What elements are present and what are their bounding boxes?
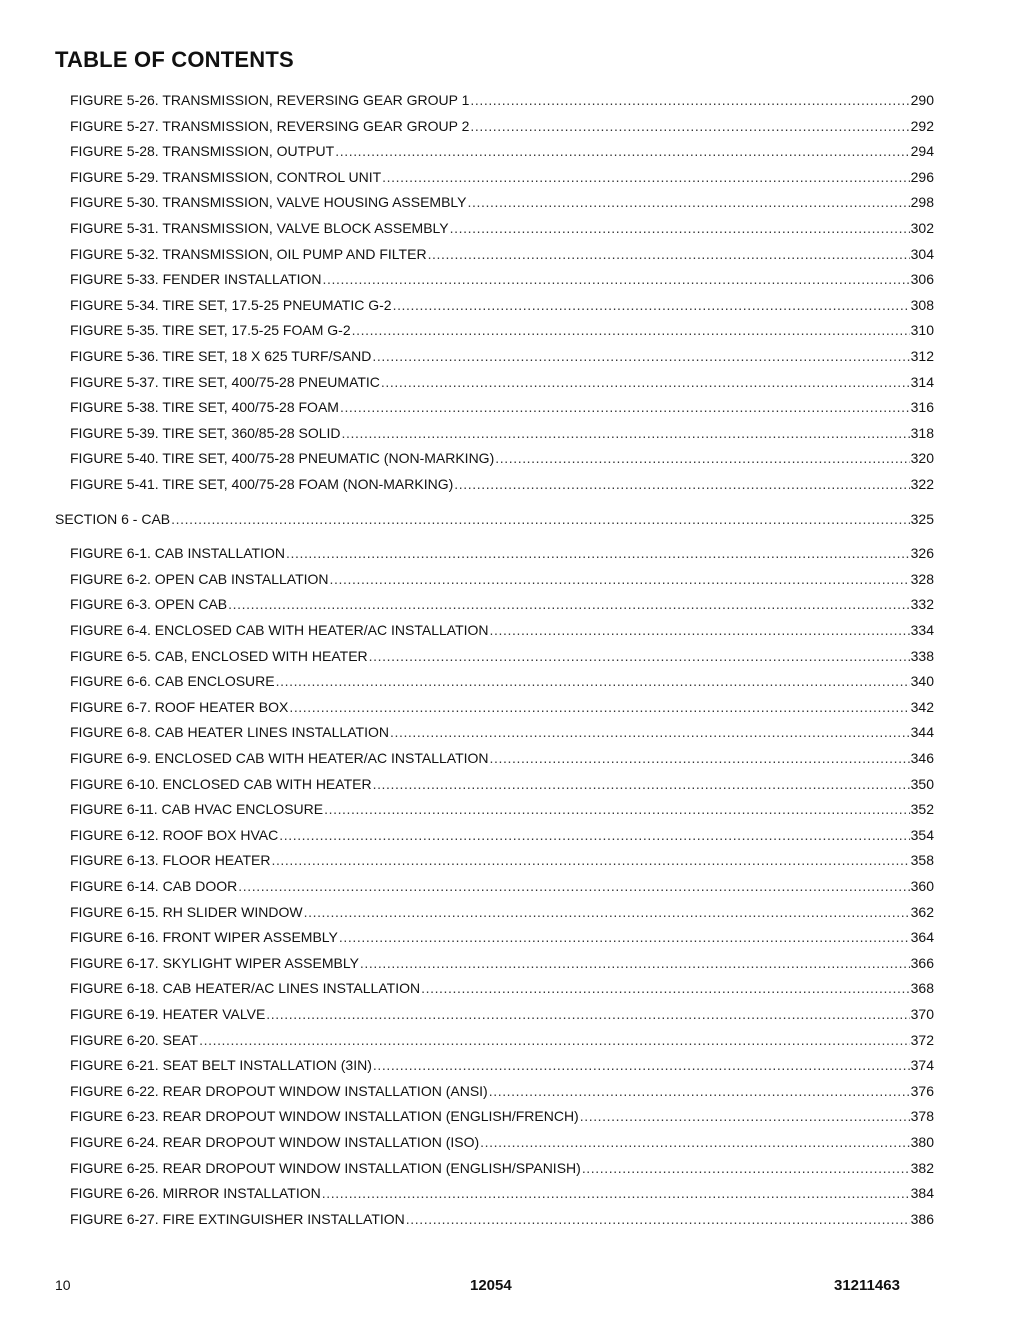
toc-figure-entry[interactable] xyxy=(70,449,934,467)
toc-entry-page: 354 xyxy=(910,826,934,843)
toc-dot-leader xyxy=(480,1133,909,1151)
toc-entry-label: FIGURE 5-33. FENDER INSTALLATION xyxy=(70,271,322,288)
toc-figure-entry[interactable] xyxy=(70,851,934,869)
toc-dot-leader xyxy=(199,1031,910,1049)
toc-dot-leader xyxy=(322,1184,910,1202)
toc-dot-leader xyxy=(495,449,909,467)
page-title: TABLE OF CONTENTS xyxy=(55,47,294,72)
toc-figure-entry[interactable] xyxy=(70,647,934,665)
toc-entry-page: 358 xyxy=(910,852,934,869)
toc-dot-leader xyxy=(271,851,909,869)
toc-figure-entry[interactable] xyxy=(70,903,934,921)
toc-dot-leader xyxy=(335,142,909,160)
toc-dot-leader xyxy=(324,800,910,818)
toc-section-entry[interactable] xyxy=(55,510,934,528)
toc-entry-label: FIGURE 6-10. ENCLOSED CAB WITH HEATER xyxy=(70,775,372,792)
toc-dot-leader xyxy=(373,1056,910,1074)
toc-dot-leader xyxy=(390,723,910,741)
toc-entry-page: 364 xyxy=(910,929,934,946)
toc-figure-entry[interactable] xyxy=(70,1133,934,1151)
toc-entry-label: FIGURE 5-39. TIRE SET, 360/85-28 SOLID xyxy=(70,424,341,441)
toc-entry-label: FIGURE 5-40. TIRE SET, 400/75-28 PNEUMATIC (NON-MARKING) xyxy=(70,450,495,467)
footer-page-number: 10 xyxy=(55,1277,71,1293)
toc-figure-entry[interactable] xyxy=(70,193,934,211)
toc-entry-label: FIGURE 6-11. CAB HVAC ENCLOSURE xyxy=(70,801,324,818)
toc-entry-page: 366 xyxy=(910,954,934,971)
toc-entry-label: FIGURE 6-26. MIRROR INSTALLATION xyxy=(70,1185,321,1202)
toc-figure-entry[interactable] xyxy=(70,117,934,135)
toc-dot-leader xyxy=(279,826,909,844)
toc-entry-label: FIGURE 5-31. TRANSMISSION, VALVE BLOCK ASSEMBLY xyxy=(70,220,449,236)
toc-entry-label: FIGURE 6-7. ROOF HEATER BOX xyxy=(70,698,289,715)
toc-figure-entry[interactable] xyxy=(70,270,934,288)
toc-figure-entry[interactable] xyxy=(70,1210,934,1228)
toc-entry-label: FIGURE 6-5. CAB, ENCLOSED WITH HEATER xyxy=(70,647,368,664)
toc-figure-entry[interactable] xyxy=(70,749,934,767)
toc-entry-label: FIGURE 6-22. REAR DROPOUT WINDOW INSTALLATION (ANSI) xyxy=(70,1082,488,1099)
toc-entry-label: FIGURE 5-28. TRANSMISSION, OUTPUT xyxy=(70,143,335,160)
toc-entry-page: 386 xyxy=(910,1210,934,1227)
toc-entry-page: 325 xyxy=(910,510,934,527)
toc-entry-label: FIGURE 6-12. ROOF BOX HVAC xyxy=(70,826,279,843)
toc-entry-label: FIGURE 6-18. CAB HEATER/AC LINES INSTALLATION xyxy=(70,980,421,997)
footer-doc-number: 31211463 xyxy=(834,1277,900,1294)
toc-figure-entry[interactable] xyxy=(70,475,934,493)
toc-dot-leader xyxy=(580,1107,910,1125)
toc-figure-entry[interactable] xyxy=(70,595,934,613)
toc-figure-entry[interactable] xyxy=(70,621,934,639)
toc-entry-page: 292 xyxy=(910,117,934,134)
footer-center-code: 12054 xyxy=(470,1277,512,1294)
toc-entry-page: 372 xyxy=(910,1031,934,1048)
toc-entry-page: 368 xyxy=(910,980,934,997)
toc-entry-label: FIGURE 5-26. TRANSMISSION, REVERSING GEAR GROUP 1 xyxy=(70,92,470,108)
toc-entry-page: 352 xyxy=(910,801,934,818)
toc-entry-page: 312 xyxy=(910,348,934,364)
toc-entry-page: 306 xyxy=(910,271,934,288)
toc-entry-label: FIGURE 6-8. CAB HEATER LINES INSTALLATION xyxy=(70,724,389,741)
toc-figure-entry[interactable] xyxy=(70,91,934,109)
toc-figure-entry[interactable] xyxy=(70,800,934,818)
toc-entry-page: 344 xyxy=(910,724,934,741)
toc-entry-page: 346 xyxy=(910,750,934,766)
toc-entry-page: 290 xyxy=(910,92,934,108)
toc-figure-entry[interactable] xyxy=(70,347,934,365)
toc-entry-page: 370 xyxy=(910,1006,934,1022)
toc-entry-page: 378 xyxy=(910,1108,934,1125)
toc-entry-label: FIGURE 6-24. REAR DROPOUT WINDOW INSTALLATION (ISO) xyxy=(70,1134,480,1150)
toc-dot-leader xyxy=(342,424,910,442)
toc-dot-leader xyxy=(339,928,910,946)
toc-entry-page: 318 xyxy=(910,424,934,441)
toc-figure-entry[interactable] xyxy=(70,373,934,391)
toc-entry-label: FIGURE 6-1. CAB INSTALLATION xyxy=(70,545,285,562)
toc-entry-page: 382 xyxy=(910,1159,934,1176)
toc-entry-label: SECTION 6 - CAB xyxy=(55,510,171,527)
toc-entry-page: 320 xyxy=(910,450,934,467)
toc-figure-entry[interactable] xyxy=(70,723,934,741)
toc-dot-leader xyxy=(360,954,910,972)
toc-figure-entry[interactable] xyxy=(70,1056,934,1074)
toc-figure-entry[interactable] xyxy=(70,1184,934,1202)
toc-figure-entry[interactable] xyxy=(70,954,934,972)
toc-entry-label: FIGURE 5-30. TRANSMISSION, VALVE HOUSING ASSEMBLY xyxy=(70,194,467,211)
toc-entry-page: 296 xyxy=(910,168,934,185)
toc-figure-entry[interactable] xyxy=(70,1005,934,1023)
toc-dot-leader xyxy=(489,1082,910,1100)
toc-dot-leader xyxy=(393,296,910,314)
toc-dot-leader xyxy=(276,672,910,690)
toc-entry-label: FIGURE 5-41. TIRE SET, 400/75-28 FOAM (NON-MARKING) xyxy=(70,476,454,492)
toc-figure-entry[interactable] xyxy=(70,826,934,844)
toc-entry-label: FIGURE 6-4. ENCLOSED CAB WITH HEATER/AC INSTALLATION xyxy=(70,622,489,638)
toc-figure-entry[interactable] xyxy=(70,1159,934,1177)
toc-dot-leader xyxy=(468,193,910,211)
toc-dot-leader xyxy=(372,347,909,365)
toc-dot-leader xyxy=(352,321,910,339)
toc-entry-label: FIGURE 6-2. OPEN CAB INSTALLATION xyxy=(70,570,329,587)
toc-entry-label: FIGURE 6-6. CAB ENCLOSURE xyxy=(70,673,275,690)
toc-entry-page: 314 xyxy=(910,373,934,390)
toc-figure-entry[interactable] xyxy=(70,570,934,588)
toc-figure-entry[interactable] xyxy=(70,928,934,946)
toc-entry-label: FIGURE 5-37. TIRE SET, 400/75-28 PNEUMATIC xyxy=(70,373,380,390)
toc-entry-page: 376 xyxy=(910,1082,934,1099)
toc-entry-label: FIGURE 6-13. FLOOR HEATER xyxy=(70,852,271,869)
toc-dot-leader xyxy=(382,168,909,186)
toc-entry-page: 308 xyxy=(910,296,934,313)
toc-figure-entry[interactable] xyxy=(70,296,934,314)
toc-entry-label: FIGURE 6-9. ENCLOSED CAB WITH HEATER/AC INSTALLATION xyxy=(70,750,489,766)
toc-entry-page: 342 xyxy=(910,698,934,715)
toc-dot-leader xyxy=(470,117,909,135)
toc-dot-leader xyxy=(428,245,910,263)
toc-dot-leader xyxy=(171,510,910,528)
toc-dot-leader xyxy=(381,373,910,391)
toc-entry-label: FIGURE 6-16. FRONT WIPER ASSEMBLY xyxy=(70,929,338,946)
toc-figure-entry[interactable] xyxy=(70,698,934,716)
toc-figure-entry[interactable] xyxy=(70,321,934,339)
toc-entry-page: 334 xyxy=(910,622,934,638)
toc-entry-page: 328 xyxy=(910,570,934,587)
toc-dot-leader xyxy=(330,570,910,588)
toc-figure-entry[interactable] xyxy=(70,1107,934,1125)
toc-dot-leader xyxy=(450,219,910,237)
toc-entry-page: 350 xyxy=(910,775,934,792)
toc-dot-leader xyxy=(490,749,910,767)
toc-entry-label: FIGURE 6-25. REAR DROPOUT WINDOW INSTALLATION (ENGLISH/SPANISH) xyxy=(70,1159,581,1176)
toc-dot-leader xyxy=(406,1210,910,1228)
toc-entry-label: FIGURE 6-21. SEAT BELT INSTALLATION (3IN) xyxy=(70,1057,372,1074)
toc-entry-label: FIGURE 6-19. HEATER VALVE xyxy=(70,1006,266,1022)
toc-figure-entry[interactable] xyxy=(70,424,934,442)
toc-dot-leader xyxy=(266,1005,909,1023)
toc-figure-entry[interactable] xyxy=(70,142,934,160)
toc-figure-entry[interactable] xyxy=(70,877,934,895)
toc-entry-label: FIGURE 6-3. OPEN CAB xyxy=(70,596,228,613)
toc-dot-leader xyxy=(238,877,909,895)
toc-entry-page: 302 xyxy=(910,220,934,236)
toc-dot-leader xyxy=(286,544,910,562)
toc-dot-leader xyxy=(369,647,910,665)
toc-dot-leader xyxy=(421,979,910,997)
toc-entry-page: 294 xyxy=(910,143,934,160)
toc-entry-label: FIGURE 5-32. TRANSMISSION, OIL PUMP AND FILTER xyxy=(70,245,427,262)
toc-entry-page: 332 xyxy=(910,596,934,613)
toc-dot-leader xyxy=(289,698,909,716)
toc-entry-page: 384 xyxy=(910,1185,934,1202)
toc-figure-entry[interactable] xyxy=(70,398,934,416)
toc-entry-page: 322 xyxy=(910,476,934,492)
toc-figure-entry[interactable] xyxy=(70,979,934,997)
toc-dot-leader xyxy=(582,1159,910,1177)
toc-entry-page: 316 xyxy=(910,399,934,416)
toc-entry-label: FIGURE 5-27. TRANSMISSION, REVERSING GEAR GROUP 2 xyxy=(70,117,470,134)
toc-entry-label: FIGURE 5-34. TIRE SET, 17.5-25 PNEUMATIC G-2 xyxy=(70,296,392,313)
toc-figure-entry[interactable] xyxy=(70,1082,934,1100)
toc-entry-page: 298 xyxy=(910,194,934,211)
toc-entry-label: FIGURE 5-36. TIRE SET, 18 X 625 TURF/SAND xyxy=(70,348,372,364)
toc-entry-label: FIGURE 5-38. TIRE SET, 400/75-28 FOAM xyxy=(70,399,339,416)
toc-entry-label: FIGURE 5-35. TIRE SET, 17.5-25 FOAM G-2 xyxy=(70,322,351,339)
toc-entry-page: 374 xyxy=(910,1057,934,1074)
toc-entry-page: 304 xyxy=(910,245,934,262)
toc-dot-leader xyxy=(304,903,910,921)
toc-dot-leader xyxy=(340,398,910,416)
toc-dot-leader xyxy=(470,91,909,109)
toc-entry-page: 360 xyxy=(910,878,934,894)
toc-figure-entry[interactable] xyxy=(70,544,934,562)
toc-entry-page: 380 xyxy=(910,1134,934,1150)
toc-entry-label: FIGURE 6-17. SKYLIGHT WIPER ASSEMBLY xyxy=(70,954,359,971)
toc-figure-entry[interactable] xyxy=(70,168,934,186)
toc-dot-leader xyxy=(373,775,910,793)
toc-entry-page: 326 xyxy=(910,545,934,562)
toc-dot-leader xyxy=(323,270,910,288)
toc-figure-entry[interactable] xyxy=(70,245,934,263)
toc-entry-page: 340 xyxy=(910,673,934,690)
toc-entry-page: 362 xyxy=(910,903,934,920)
toc-entry-label: FIGURE 6-27. FIRE EXTINGUISHER INSTALLATION xyxy=(70,1210,405,1227)
toc-dot-leader xyxy=(454,475,909,493)
toc-entry-page: 310 xyxy=(910,322,934,339)
toc-entry-label: FIGURE 6-23. REAR DROPOUT WINDOW INSTALLATION (ENGLISH/FRENCH) xyxy=(70,1108,579,1125)
toc-figure-entry[interactable] xyxy=(70,1031,934,1049)
toc-dot-leader xyxy=(228,595,909,613)
toc-entry-page: 338 xyxy=(910,647,934,664)
toc-figure-entry[interactable] xyxy=(70,775,934,793)
toc-figure-entry[interactable] xyxy=(70,672,934,690)
toc-dot-leader xyxy=(490,621,910,639)
toc-figure-entry[interactable] xyxy=(70,219,934,237)
toc-entry-label: FIGURE 5-29. TRANSMISSION, CONTROL UNIT xyxy=(70,168,382,185)
toc-entry-label: FIGURE 6-15. RH SLIDER WINDOW xyxy=(70,903,303,920)
toc-entry-label: FIGURE 6-20. SEAT xyxy=(70,1031,199,1048)
toc-entry-label: FIGURE 6-14. CAB DOOR xyxy=(70,878,238,894)
